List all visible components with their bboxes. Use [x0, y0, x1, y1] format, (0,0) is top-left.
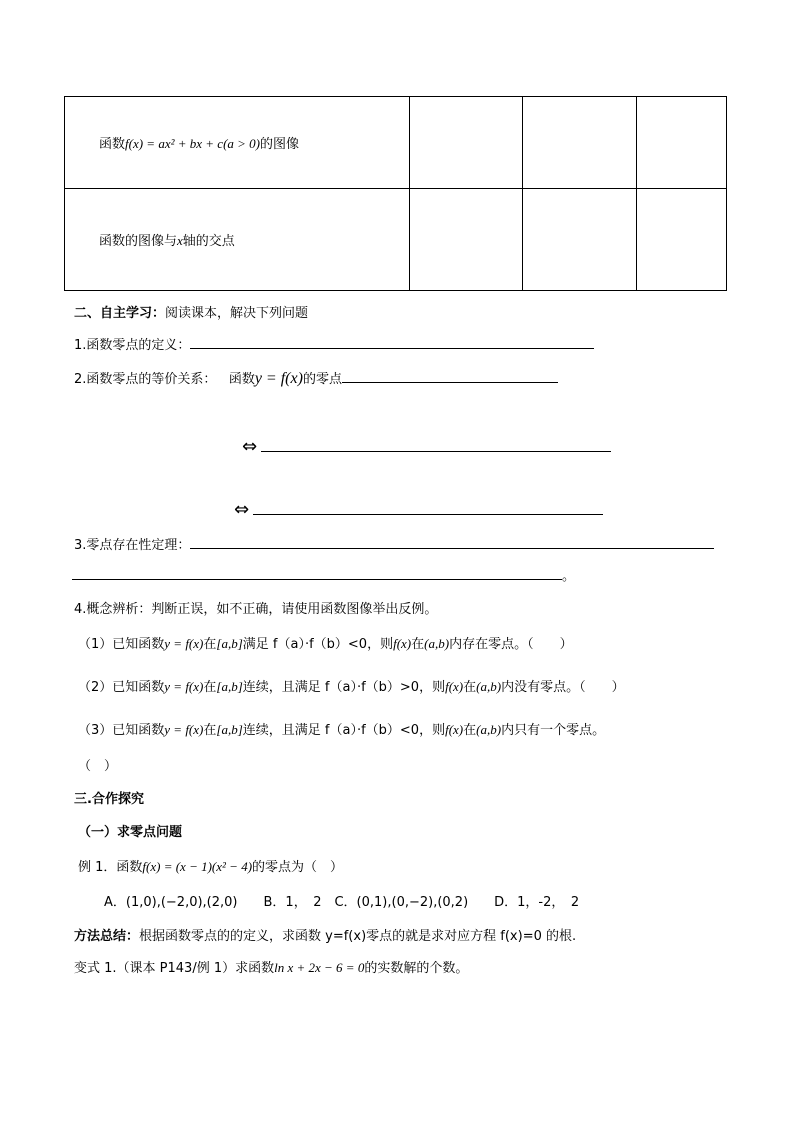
question-3-continued: 。 [72, 565, 575, 584]
answer-blank[interactable] [72, 567, 562, 580]
subsection-1-heading: （一）求零点问题 [78, 825, 183, 840]
answer-blank[interactable] [190, 336, 594, 349]
answer-blank[interactable] [253, 502, 603, 515]
example-1: 例 1．函数f(x) = (x − 1)(x² − 4)的零点为（ ） [78, 859, 344, 875]
table-row [65, 189, 727, 291]
table-cell[interactable] [523, 97, 637, 189]
statement-2: （2）已知函数y = f(x)在[a,b]连续，且满足 f（a）·f（b）>0，则f(x)在(a,b)内没有零点。（ ） [78, 679, 625, 695]
table-row [65, 97, 727, 189]
table-cell[interactable] [523, 189, 637, 291]
variant-1: 变式 1.（课本 P143/例 1）求函数ln x + 2x − 6 = 0的实数解的个数。 [74, 960, 469, 976]
method-summary: 方法总结：根据函数零点的的定义，求函数 y=f(x)零点的就是求对应方程 f(x)=0 的根. [74, 929, 577, 944]
equivalence-icon: ⇔ [234, 499, 250, 520]
function-comparison-table [64, 96, 727, 291]
statement-3-answer: （ ） [78, 759, 118, 774]
table-row-label: 函数的图像与x轴的交点 [65, 189, 410, 291]
table-cell[interactable] [410, 189, 523, 291]
question-1: 1.函数零点的定义： [74, 334, 594, 353]
answer-blank[interactable] [261, 439, 611, 452]
section-2-heading: 二、自主学习：阅读课本，解决下列问题 [74, 306, 309, 321]
example-1-choices: A．(1,0),(−2,0),(2,0) B．1， 2 C．(0,1),(0,−2),(0,2) D．1，-2， 2 [104, 895, 580, 910]
table-cell[interactable] [637, 97, 727, 189]
equivalence-icon: ⇔ [242, 436, 258, 457]
statement-3: （3）已知函数y = f(x)在[a,b]连续，且满足 f（a）·f（b）<0，则f(x)在(a,b)内只有一个零点。 [78, 722, 606, 738]
answer-blank[interactable] [190, 536, 714, 549]
section-3-heading: 三.合作探究 [74, 792, 144, 807]
equivalence-line-2 [234, 499, 603, 520]
statement-1: （1）已知函数y = f(x)在[a,b]满足 f（a）·f（b）<0，则f(x)在(a,b)内存在零点。（ ） [78, 636, 573, 652]
equivalence-line-1 [242, 436, 611, 457]
answer-blank[interactable] [342, 370, 558, 383]
question-2: 2.函数零点的等价关系： 函数y = f(x)的零点 [74, 368, 558, 388]
question-3: 3.零点存在性定理： [74, 534, 714, 553]
table-row-label: 函数f(x) = ax² + bx + c(a > 0)的图像 [65, 97, 410, 189]
function-formula: f(x) = ax² + bx + c(a > 0) [125, 136, 261, 151]
table-cell[interactable] [637, 189, 727, 291]
question-4: 4.概念辨析：判断正误，如不正确，请使用函数图像举出反例。 [74, 602, 438, 617]
table-cell[interactable] [410, 97, 523, 189]
